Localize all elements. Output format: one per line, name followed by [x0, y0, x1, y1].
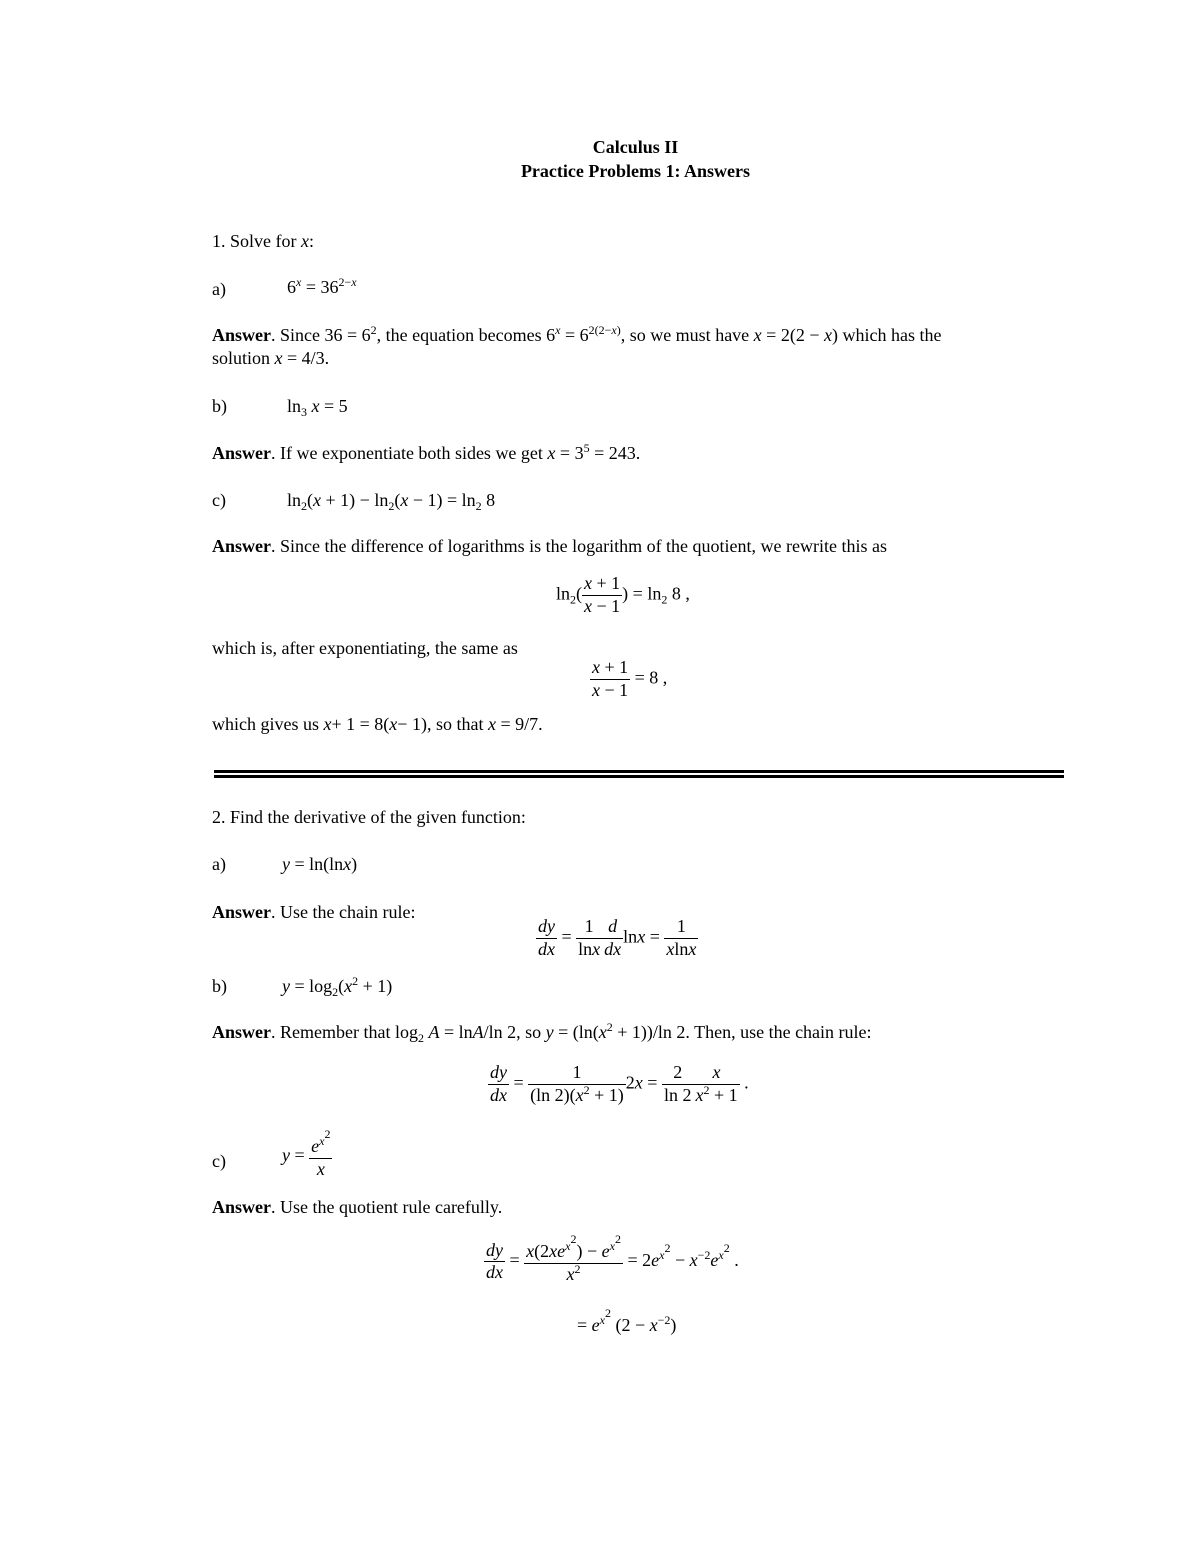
q2a-answer: Answer. Use the chain rule:	[212, 902, 416, 922]
section-divider-top	[214, 770, 1064, 773]
q1c-answer: Answer. Since the difference of logarithms is the logarithm of the quotient, we rewrite this as	[212, 536, 887, 556]
q2b-display: $\frac{dy}{dx}$ = $\frac{1}{(\ln 2)(x^2 + 1)}$ 2x = $\frac{2}{\ln 2}$ $\frac{x}{x^2 + 1}$ .	[490, 1062, 749, 1105]
q1c-label: c)	[212, 490, 226, 510]
q2a-equation: y = ln(lnx)	[282, 854, 358, 874]
q1-heading: 1. Solve for x:	[212, 231, 315, 251]
q2a-display: $\frac{dy}{dx}$ = $\frac{1}{\ln x}$ $\frac{d}{dx}$ lnx = $\frac{1}{xlnx}$	[538, 916, 697, 959]
q1a-answer-line2: solution x = 4/3.	[212, 348, 330, 368]
q2c-equation: y = $\frac{e^{x^2}}{x}$	[282, 1127, 331, 1179]
q2b-label: b)	[212, 976, 227, 996]
page-title: Calculus II	[592, 137, 679, 157]
q1b-equation: $\ln_3 x = 5$	[287, 396, 348, 419]
q1c-conclusion: which gives us x+ 1 = 8(x− 1), so that x = 9/7.	[212, 714, 543, 734]
q1c-equation: $\ln_2(x + 1) - \ln_2(x - 1) = \ln_2 8$	[287, 490, 496, 513]
q1c-display-1: $\ln_2$( $\frac{x + 1}{x - 1}$ ) = $\ln_2 8$ ,	[556, 573, 690, 616]
q2c-display-1: $\frac{dy}{dx}$ = $\frac{x(2xe^{x^2}) - e^{x^2}}{x^2}$ = $2e^{x^2} - x^{-2}e^{x^2}$ .	[486, 1232, 739, 1284]
q2a-label: a)	[212, 854, 226, 874]
q1a-label: a)	[212, 279, 226, 299]
q1b-answer: Answer. If we exponentiate both sides we get $x = 3^5 = 243$.	[212, 441, 641, 463]
q2c-answer: Answer. Use the quotient rule carefully.	[212, 1197, 503, 1217]
q2c-display-2: = $e^{x^2}$ $(2 - x^{-2})$	[577, 1306, 677, 1335]
q1c-mid-text: which is, after exponentiating, the same as	[212, 638, 518, 658]
page-subtitle: Practice Problems 1: Answers	[520, 161, 751, 181]
q2b-equation: $y = \log_2(x^2 + 1)$	[282, 974, 393, 999]
q1b-label: b)	[212, 396, 227, 416]
q1c-display-2: $\frac{x + 1}{x - 1}$ = 8 ,	[592, 657, 668, 700]
q1a-answer: Answer. Since $36 = 6^2$, the equation becomes $6^x = 6^{2(2-x)}$, so we must have x = 2(2 − x) which has the	[212, 323, 942, 345]
section-divider-bottom	[214, 775, 1064, 778]
q2b-answer: Answer. Remember that $\log_2 A = \ln A/\ln$ 2, so $y = (\ln(x^2 + 1))/\ln$ 2. Then, use the chain rule:	[212, 1020, 872, 1045]
q1a-equation: $6^x = 36^{2-x}$	[287, 275, 357, 297]
q2c-label: c)	[212, 1151, 226, 1171]
q2-heading: 2. Find the derivative of the given function:	[212, 807, 526, 827]
